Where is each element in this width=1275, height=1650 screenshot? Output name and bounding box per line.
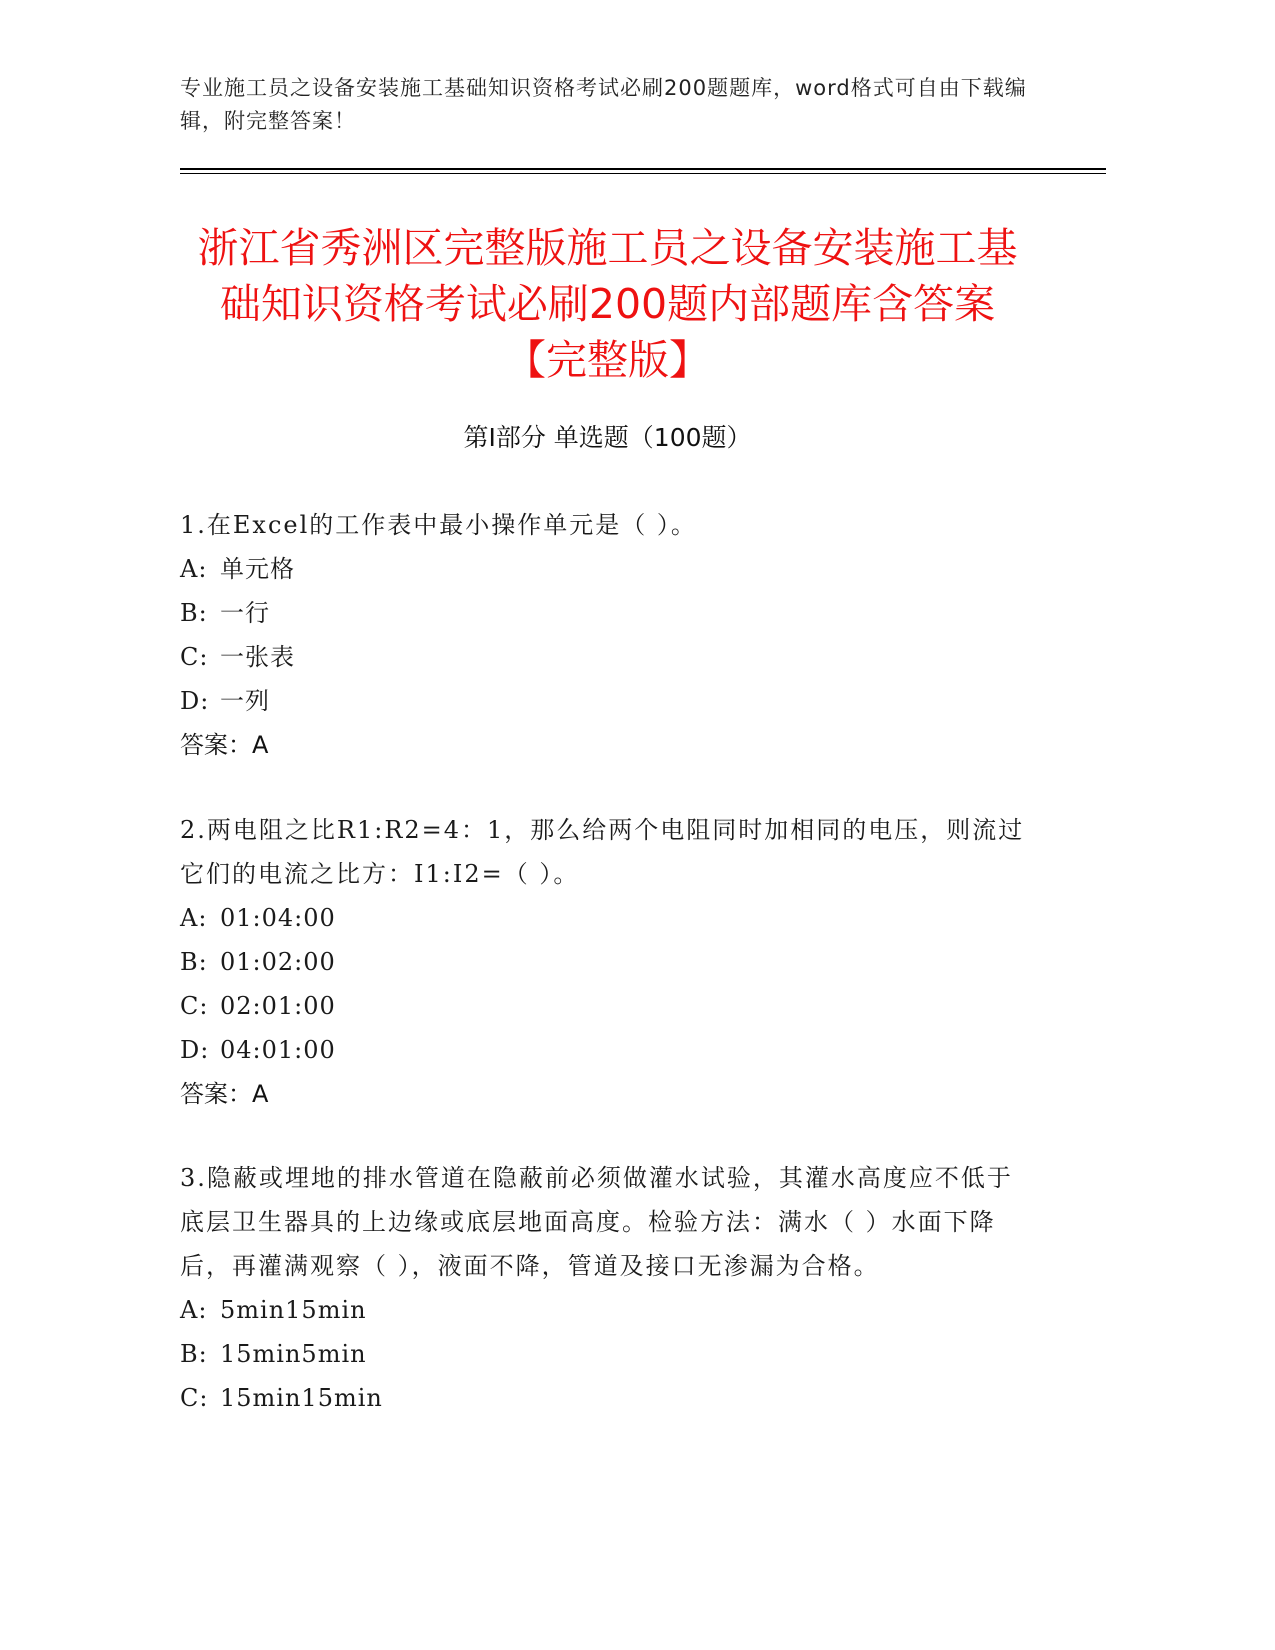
option-key: C: [180,1384,209,1412]
option-text: 一列 [220,687,270,715]
answer-value: A [252,1080,269,1108]
question-3 [180,1156,1030,1420]
header-divider-thin [180,173,1106,174]
option-text: 单元格 [220,555,295,583]
answer-value: A [252,731,269,759]
option-text: 一张表 [220,643,295,671]
option-b [180,1332,1030,1376]
question-text: 1.在Excel的工作表中最小操作单元是（ ）。 [180,511,697,539]
answer-line [180,1072,1030,1116]
option-b [180,591,1030,635]
option-key: B: [180,1340,208,1368]
answer-label: 答案： [180,1080,252,1108]
option-key: A: [180,555,208,583]
option-key: B: [180,948,208,976]
option-text: 15min5min [220,1340,367,1368]
answer-label: 答案： [180,731,252,759]
option-a [180,547,1030,591]
header-note: 专业施工员之设备安装施工基础知识资格考试必刷200题题库，word格式可自由下载编辑，附完整答案！ [180,76,1027,133]
option-key: A: [180,1296,208,1324]
option-text: 01:02:00 [220,948,336,976]
option-text: 15min15min [220,1384,383,1412]
option-c [180,1376,1030,1420]
question-text: 2.两电阻之比R1:R2=4：1，那么给两个电阻同时加相同的电压，则流过它们的电流之比方：I1:I2=（ ）。 [180,816,1025,888]
question-1 [180,503,1030,767]
option-d [180,1028,1030,1072]
option-text: 01:04:00 [220,904,336,932]
option-b [180,940,1030,984]
option-key: D: [180,687,210,715]
option-key: C: [180,992,209,1020]
question-text: 3.隐蔽或埋地的排水管道在隐蔽前必须做灌水试验，其灌水高度应不低于底层卫生器具的上边缘或底层地面高度。检验方法：满水（ ）水面下降后，再灌满观察（ ），液面不降，管道及接口无渗漏为合格。 [180,1164,1013,1280]
option-text: 一行 [220,599,270,627]
option-c [180,984,1030,1028]
option-a [180,1288,1030,1332]
option-a [180,896,1030,940]
option-key: D: [180,1036,210,1064]
document-title: 浙江省秀洲区完整版施工员之设备安装施工基础知识资格考试必刷200题内部题库含答案【完整版】 [197,224,1018,384]
answer-line [180,723,1030,767]
header-divider-thick [180,168,1106,170]
option-key: B: [180,599,208,627]
option-key: C: [180,643,209,671]
option-key: A: [180,904,208,932]
option-c [180,635,1030,679]
option-text: 5min15min [220,1296,367,1324]
question-2 [180,808,1030,1116]
option-text: 04:01:00 [220,1036,336,1064]
option-d [180,679,1030,723]
option-text: 02:01:00 [220,992,336,1020]
section-title: 第I部分 单选题（100题） [463,423,752,452]
